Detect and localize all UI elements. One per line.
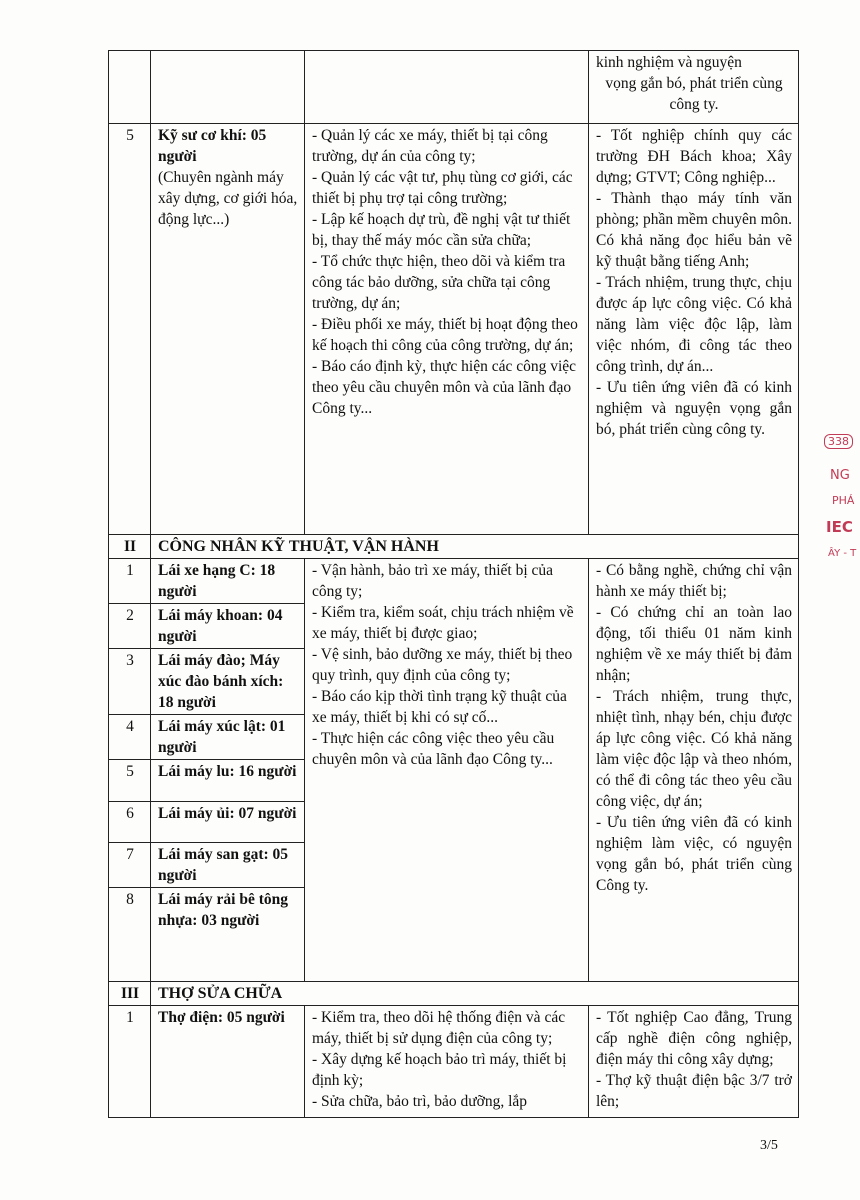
duty-item: - Báo cáo kịp thời tình trạng kỹ thuật của xe máy, thiết bị khi có sự cố... (312, 688, 567, 726)
duties-cell (305, 124, 589, 535)
company-stamp (812, 418, 860, 588)
row-number: 2 (109, 604, 151, 649)
requirement-item: - Có chứng chỉ an toàn lao động, tối thiểu 01 năm kinh nghiệm về xe máy thiết bị đảm nhận; (596, 604, 792, 684)
row-number: 5 (109, 760, 151, 802)
role-cell (151, 124, 305, 535)
duty-item: - Lập kế hoạch dự trù, đề nghị vật tư thiết bị, thay thế máy móc cần sửa chữa; (312, 211, 571, 249)
requirements-cell (589, 559, 799, 982)
section-number: III (109, 982, 151, 1006)
table-row (109, 124, 799, 535)
requirement-line: kinh nghiệm và nguyện (596, 54, 742, 71)
table-row (109, 51, 799, 124)
duty-item: - Quản lý các vật tư, phụ tùng cơ giới, các thiết bị phụ trợ tại công trường; (312, 169, 573, 207)
requirement-item: - Tốt nghiệp chính quy các trường ĐH Bách khoa; Xây dựng; GTVT; Công nghiệp... (596, 127, 792, 186)
requirements-cell (589, 124, 799, 535)
requirement-item: - Trách nhiệm, trung thực, chịu được áp lực công việc. Có khả năng làm việc độc lập, làm việc nhóm, đi công tác theo công trình, dự án... (596, 274, 792, 375)
requirement-item: - Ưu tiên ứng viên đã có kinh nghiệm và nguyện vọng gắn bó, phát triển cùng công ty. (596, 379, 792, 438)
section-header-row (109, 535, 799, 559)
row-number: 5 (109, 124, 151, 535)
role-title: Lái máy san gạt: 05 người (151, 843, 305, 888)
row-number: 8 (109, 888, 151, 982)
requirement-line: vọng gắn bó, phát triển cùng (605, 75, 783, 92)
row-number: 6 (109, 802, 151, 843)
duty-item: - Báo cáo định kỳ, thực hiện các công việc theo yêu cầu chuyên môn và của lãnh đạo Công ty... (312, 358, 577, 417)
requirement-item: - Tốt nghiệp Cao đẳng, Trung cấp nghề điện công nghiệp, điện máy thi công xây dựng; (596, 1009, 792, 1068)
requirement-item: - Ưu tiên ứng viên đã có kinh nghiệm làm việc, có nguyện vọng gắn bó, phát triển cùng Công ty. (596, 814, 792, 894)
requirement-item: - Trách nhiệm, trung thực, nhiệt tình, nhạy bén, chịu được áp lực công việc. Có khả năng làm việc độc lập và theo nhóm, có thể đi công tác theo yêu cầu công việc, dự án; (596, 688, 792, 810)
stamp-text: ÂY - T (828, 548, 857, 559)
duty-item: - Xây dựng kế hoạch bảo trì máy, thiết bị định kỳ; (312, 1051, 567, 1089)
requirements-cell (589, 51, 799, 124)
duty-item: - Vệ sinh, bảo dưỡng xe máy, thiết bị theo quy trình, quy định của công ty; (312, 646, 573, 684)
role-title: Thợ điện: 05 người (151, 1006, 305, 1118)
section-header-row (109, 982, 799, 1006)
stamp-text: 338 (824, 434, 853, 449)
row-number: 1 (109, 1006, 151, 1118)
duty-item: - Điều phối xe máy, thiết bị hoạt động theo kế hoạch thi công của công trường, dự án; (312, 316, 578, 354)
stamp-text: IEC (826, 518, 853, 536)
duty-item: - Vận hành, bảo trì xe máy, thiết bị của công ty; (312, 562, 554, 600)
row-number: 1 (109, 559, 151, 604)
role-title: Lái máy khoan: 04 người (151, 604, 305, 649)
section-number: II (109, 535, 151, 559)
role-title: Lái máy xúc lật: 01 người (151, 715, 305, 760)
stamp-text: NG (830, 468, 850, 483)
requirement-item: - Có bằng nghề, chứng chỉ vận hành xe máy thiết bị; (596, 562, 792, 600)
section-title: THỢ SỬA CHỮA (151, 982, 799, 1006)
duty-item: - Kiểm tra, kiểm soát, chịu trách nhiệm về xe máy, thiết bị được giao; (312, 604, 574, 642)
table-row (109, 1006, 799, 1118)
section-title: CÔNG NHÂN KỸ THUẬT, VẬN HÀNH (151, 535, 799, 559)
table-row (109, 559, 799, 604)
duty-item: - Quản lý các xe máy, thiết bị tại công trường, dự án của công ty; (312, 127, 548, 165)
requirement-item: - Thành thạo máy tính văn phòng; phần mềm chuyên môn. Có khả năng đọc hiểu bản vẽ kỹ thuật bằng tiếng Anh; (596, 190, 792, 270)
duty-item: - Kiểm tra, theo dõi hệ thống điện và các máy, thiết bị sử dụng điện của công ty; (312, 1009, 566, 1047)
recruitment-table (108, 50, 799, 1118)
requirement-item: - Thợ kỹ thuật điện bậc 3/7 trở lên; (596, 1072, 792, 1110)
role-title: Lái máy ủi: 07 người (151, 802, 305, 843)
row-number: 3 (109, 649, 151, 715)
stamp-text: PHÁ (832, 494, 855, 507)
role-title: Kỹ sư cơ khí: 05 người (158, 127, 267, 165)
duty-item: - Tổ chức thực hiện, theo dõi và kiểm tra công tác bảo dưỡng, sửa chữa tại công trường, dự án; (312, 253, 566, 312)
row-number: 7 (109, 843, 151, 888)
duties-cell (305, 1006, 589, 1118)
requirement-line: công ty. (669, 96, 719, 113)
duties-cell (305, 559, 589, 982)
row-number: 4 (109, 715, 151, 760)
page-number: 3/5 (760, 1138, 778, 1153)
role-title: Lái xe hạng C: 18 người (151, 559, 305, 604)
role-title: Lái máy lu: 16 người (151, 760, 305, 802)
role-subtitle: (Chuyên ngành máy xây dựng, cơ giới hóa, động lực...) (158, 169, 298, 228)
duty-item: - Sửa chữa, bảo trì, bảo dưỡng, lắp (312, 1093, 528, 1110)
role-title: Lái máy đào; Máy xúc đào bánh xích: 18 người (151, 649, 305, 715)
requirements-cell (589, 1006, 799, 1118)
duty-item: - Thực hiện các công việc theo yêu cầu chuyên môn và của lãnh đạo Công ty... (312, 730, 555, 768)
role-title: Lái máy rải bê tông nhựa: 03 người (151, 888, 305, 982)
